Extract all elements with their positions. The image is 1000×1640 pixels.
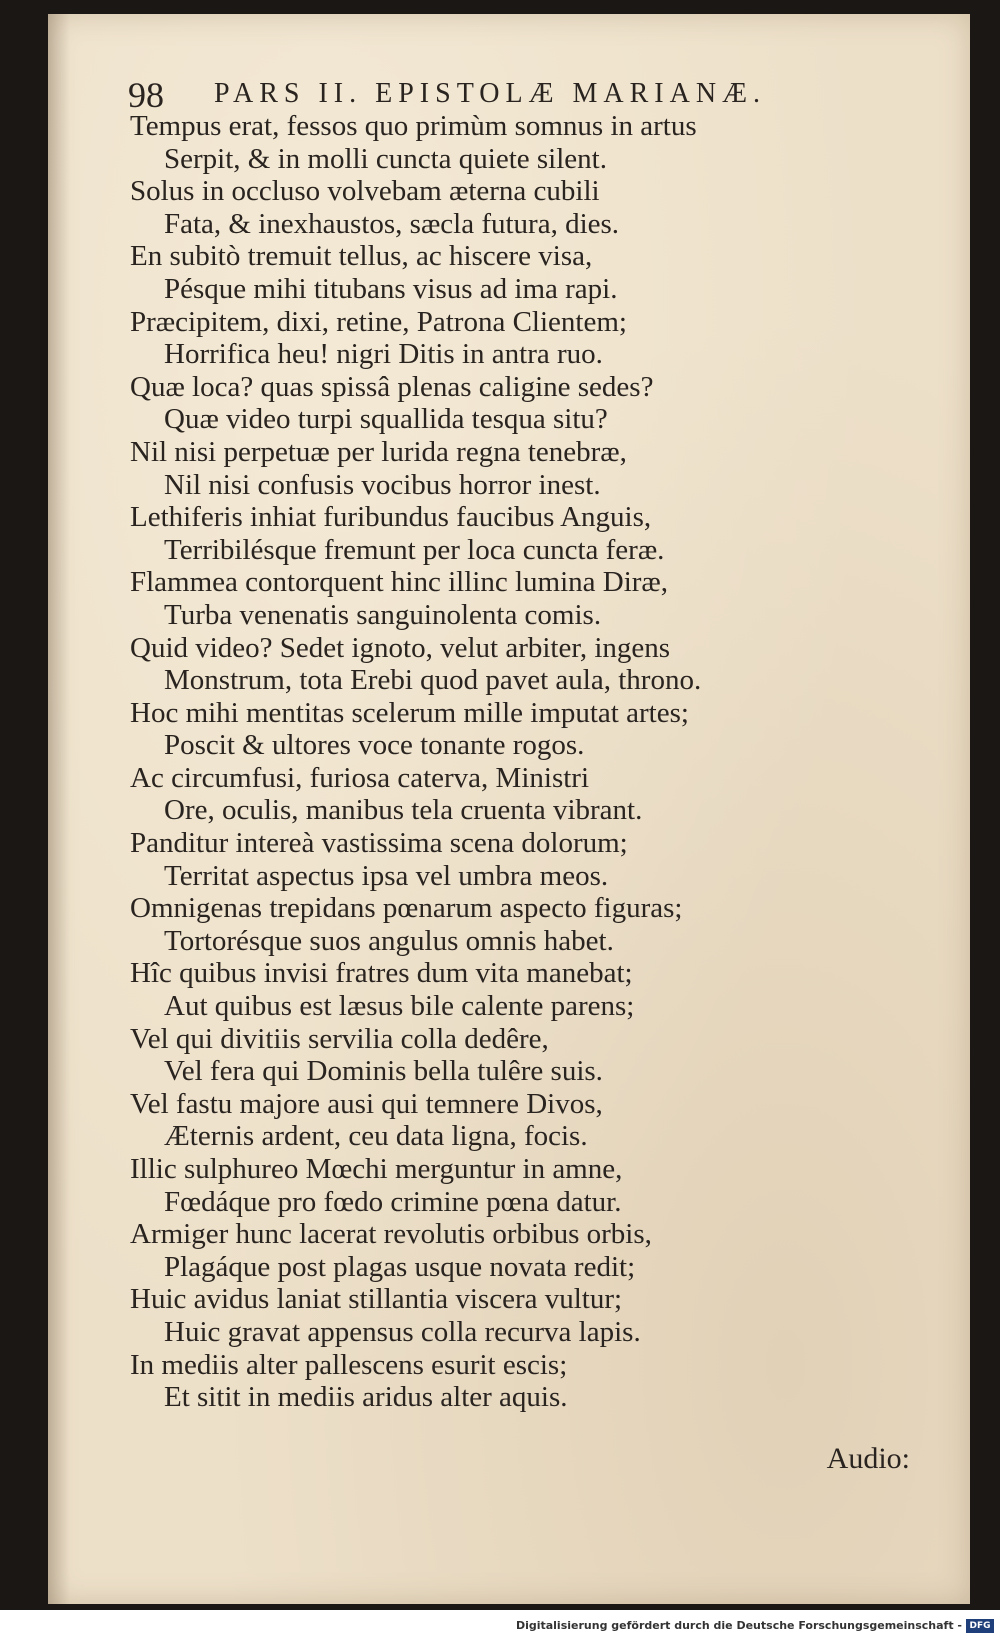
dfg-logo-icon: DFG — [966, 1619, 994, 1633]
verse-line: En subitò tremuit tellus, ac hiscere visa, — [130, 240, 593, 273]
verse-line: Horrifica heu! nigri Ditis in antra ruo. — [164, 338, 603, 371]
verse-line: Vel fera qui Dominis bella tulêre suis. — [164, 1055, 603, 1088]
verse-line: Tempus erat, fessos quo primùm somnus in artus — [130, 110, 697, 142]
verse-line: Solus in occluso volvebam æterna cubili — [130, 175, 600, 208]
running-title: PARS II. EPISTOLÆ MARIANÆ. — [214, 78, 766, 109]
verse-line: Pésque mihi titubans visus ad ima rapi. — [164, 272, 618, 305]
verse-line: Flammea contorquent hinc illinc lumina Diræ, — [130, 566, 669, 599]
verse-line: Fata, & inexhaustos, sæcla futura, dies. — [164, 207, 620, 240]
verse-line: Et sitit in mediis aridus alter aquis. — [164, 1381, 568, 1414]
verse-line: Aut quibus est læsus bile calente parens; — [164, 990, 635, 1023]
verse-line: Præcipitem, dixi, retine, Patrona Clientem; — [130, 305, 627, 338]
verse-line: Nil nisi perpetuæ per lurida regna tenebræ, — [130, 435, 627, 468]
verse-line: Monstrum, tota Erebi quod pavet aula, throno. — [164, 664, 702, 697]
digitization-footer — [0, 1610, 1000, 1640]
verse-line: Quid video? Sedet ignoto, velut arbiter, ingens — [130, 631, 671, 664]
verse-line: Vel qui divitiis servilia colla dedêre, — [130, 1022, 549, 1055]
verse-line: Terribilésque fremunt per loca cuncta feræ. — [164, 533, 665, 566]
poem-text — [130, 110, 890, 1414]
verse-line: Nil nisi confusis vocibus horror inest. — [164, 468, 601, 501]
verse-line: Quæ loca? quas spissâ plenas caligine sedes? — [130, 370, 654, 403]
verse-line: Huic avidus laniat stillantia viscera vultur; — [130, 1283, 623, 1316]
verse-line: Panditur intereà vastissima scena dolorum; — [130, 827, 628, 860]
verse-line: Illic sulphureo Mœchi merguntur in amne, — [130, 1153, 623, 1185]
catchword: Audio: — [826, 1442, 910, 1475]
verse-line: Poscit & ultores voce tonante rogos. — [164, 729, 585, 762]
page-number: 98 — [128, 75, 164, 115]
verse-line: Vel fastu majore ausi qui temnere Divos, — [130, 1087, 603, 1120]
verse-line: Ac circumfusi, furiosa caterva, Ministri — [130, 761, 590, 794]
page-gutter-shadow — [48, 14, 70, 1604]
verse-line: In mediis alter pallescens esurit escis; — [130, 1348, 568, 1381]
verse-line: Turba venenatis sanguinolenta comis. — [164, 598, 602, 631]
verse-line: Lethiferis inhiat furibundus faucibus Anguis, — [130, 501, 652, 534]
verse-line: Æternis ardent, ceu data ligna, focis. — [164, 1120, 588, 1153]
verse-line: Armiger hunc lacerat revolutis orbibus orbis, — [130, 1218, 652, 1251]
verse-line: Ore, oculis, manibus tela cruenta vibrant. — [164, 794, 643, 827]
verse-line: Hîc quibus invisi fratres dum vita manebat; — [130, 957, 633, 990]
verse-line: Fœdáque pro fœdo crimine pœna datur. — [164, 1185, 622, 1218]
verse-line: Tortorésque suos angulus omnis habet. — [164, 924, 614, 957]
verse-line: Serpit, & in molli cuncta quiete silent. — [164, 142, 607, 175]
verse-line: Huic gravat appensus colla recurva lapis. — [164, 1315, 641, 1348]
verse-line: Omnigenas trepidans pœnarum aspecto figuras; — [130, 892, 683, 925]
verse-line: Territat aspectus ipsa vel umbra meos. — [164, 859, 609, 892]
verse-line: Hoc mihi mentitas scelerum mille imputat artes; — [130, 696, 689, 729]
funding-credit: Digitalisierung gefördert durch die Deutsche Forschungsgemeinschaft - — [515, 1619, 962, 1632]
verse-line: Plagáque post plagas usque novata redit; — [164, 1250, 636, 1283]
verse-line: Quæ video turpi squallida tesqua situ? — [164, 403, 608, 436]
